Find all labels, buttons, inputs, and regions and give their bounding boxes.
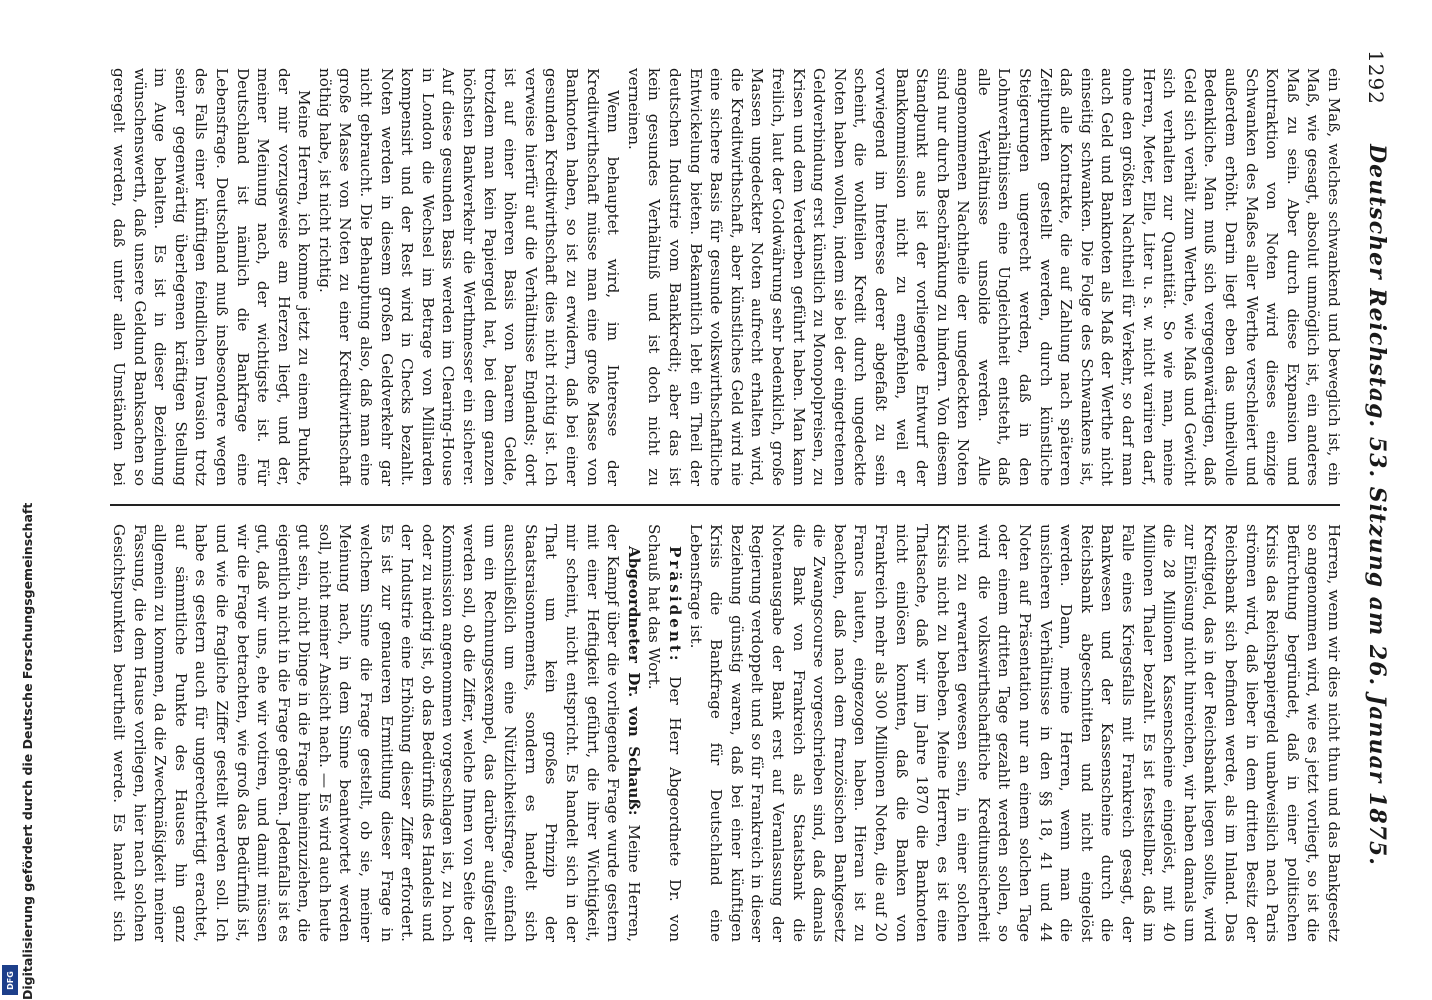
president-label: Präsident: bbox=[666, 546, 684, 664]
president-paragraph bbox=[644, 524, 685, 942]
running-title: Deutscher Reichstag. 53. Sitzung am 26. Januar 1875. bbox=[1364, 144, 1390, 866]
dfg-logo-icon: DFG bbox=[2, 965, 18, 995]
paragraph: Meine Herren, ich komme jetzt zu einem Punkte, der mir vorzugsweise am Herzen liegt, und der, meiner Meinung nach, der wichtigste ist. Für Deutschland ist nämlich die Bankfrage eine Lebensfrage. Deutschland muß insbesondere wegen des Falls einer künftigen feindlichen Invasion trotz seiner gegenwärtig überlegenen kräftigen Stellung im Auge behalten. Es ist in dieser Beziehung wünschenswerth, daß unsere Geldund Banksachen so geregelt werden, daß unter allen Umständen bei bbox=[110, 68, 314, 486]
text-columns bbox=[110, 50, 1344, 960]
right-column bbox=[110, 506, 1344, 960]
rotated-page bbox=[80, 0, 1432, 1000]
digitization-note: Digitalisierung gefördert durch die Deutsche Forschungsgemeinschaft bbox=[20, 502, 35, 1000]
left-column bbox=[110, 50, 1344, 504]
paragraph: ein Maß, welches schwankend und beweglich ist, ein Maß, wie gesagt, absolut unmöglich ist, ein anderes Maß zu sein. Aber durch diese Expansion und Kontraktion von Noten wird dieses einzige Schwanken des Maßes aller Werthe verschleiert und außerdem erhöht. Darin liegt eben das unheilvolle Bedenkliche. Man muß sich vergegenwärtigen, daß Geld sich verhält zum Werthe, wie Maß und Gewicht sich verhalten zur Quantität. So wie man, meine Herren, Meter, Elle, Liter u. s. w. nicht variiren darf, ohne den größten Nachtheil für Verkehr, so darf man auch Geld und Banknoten als Maß der Werthe nicht einseitig schwanken. Die Folge des Schwankens ist, daß alle Kontrakte, die auf Zahlung nach späteren Zeitpunkten gestellt werden, durch künstliche Steigerungen ungerecht werden, daß in den Lohnverhältnissen eine Ungleichheit entsteht, daß alle Verhältnisse unsolide werden. Alle angenommenen Nachtheile der ungedeckten Noten sind nur durch Beschränkung zu hindern. Von diesem Standpunkt aus ist der vorliegende Entwurf der Bankkommission nicht zu empfehlen, weil er vorwiegend im Interesse derer abgefaßt zu sein scheint, die wohlfeilen Kredit durch ungedeckte Noten haben wollen, indem sie bei der eingetretenen Geldverbindung erst künstlich zu Monopolpreisen, zu Krisen und dem Verderben geführt haben. Man kann freilich, laut der Goldwährung sehr bedenklich, große Massen ungedeckter Noten aufrecht erhalten wird, die Kreditwirthschaft, aber künstliches Geld wird nie eine sichere Basis für gesunde volkswirthschaftliche Entwickelung bieten. Bekanntlich lebt ein Theil der deutschen Industrie vom Bankkredit; aber das ist kein gesundes Verhältniß und ist doch nicht zu verneinen. bbox=[624, 68, 1343, 486]
page-header bbox=[1360, 50, 1390, 960]
page-number: 1292 bbox=[1364, 50, 1388, 105]
speaker-paragraph bbox=[110, 524, 644, 942]
speaker-text: Meine Herren, der Kampf über die vorliegende Frage wurde gestern mit einer Heftigkeit geführt, die ihrer Wichtigkeit, mir scheint, nicht entspricht. Es handelt sich in der That um kein großes Prinzip der Staatsraisonnements, sondern es handelt sich ausschließlich um eine Nützlichkeitsfrage, einfach um ein Rechnungsexempel, das darüber aufgestellt werden soll, ob die Ziffer, welche Ihnen von Seite der Kommission angenommen vorgeschlagen ist, zu hoch oder zu niedrig ist, ob das Bedürfniß des Handels und der Industrie eine Erhöhung dieser Ziffer erfordert. Es ist zur genaueren Ermittlung dieser Frage in welchem Sinne die Frage gestellt, ob sie, meiner Meinung nach, in dem Sinne beantwortet werden soll, nicht meiner Ansicht nach. — Es wird auch heute gut sein, nicht Dinge in die Frage hineinzuziehen, die eigentlich nicht in die Frage gehören. Jedenfalls ist es gut, daß wir uns, ehe wir votiren, und damit müssen wir die Frage betrachten, wie groß das Bedürfniß ist, und wie die fragliche Ziffer gestellt werden soll. Ich habe es gestern auch für ungerechtfertigt erachtet, auf sämmtliche Punkte des Hauses hin ganz allgemein zu kommen, da die Zweckmäßigkeit meiner Fassung, die dem Hause vorliegen, hier nach solchen Gesichtspunkten beurtheilt werde. Es handelt sich bbox=[110, 524, 643, 943]
president-text: Der Herr Abgeordnete Dr. von Schauß hat das Wort. bbox=[645, 524, 684, 942]
paragraph: Herren, wenn wir dies nicht thun und das Bankgesetz so angenommen wird, wie es jetzt vorliegt, so ist die Befürchtung begründet, daß in einer politischen Krisis das Reichspapiergeld unabweislich nach Paris strömen wird, daß lieber in dem dritten Besitz der Reichsbank sich befinden werde, als im Inland. Das Kreditgeld, das in der Reichsbank liegen sollte, wird zur Einlösung nicht hinreichen, wir haben damals um die 28 Millionen Kassenscheine eingelöst, mit 40 Millionen Thaler bezahlt. Es ist feststellbar, daß im Falle eines Kriegsfalls mit Frankreich gesagt, der Bankwesen und der Kassenscheine durch die Reichsbank abgeschnitten und nicht eingelöst werden. Dann, meine Herren, wenn man die unsicheren Verhältnisse in den §§ 18, 41 und 44 Noten auf Präsentation nur an einem solchen Tage oder einem dritten Tage gezahlt werden sollen, so wird die volkswirthschaftliche Kreditunsicherheit nicht zu erwarten gewesen sein, in einer solchen Krisis nicht zu beheben. Meine Herren, es ist eine Thatsache, daß wir im Jahre 1870 die Banknoten nicht einlösen konnten, daß die Banken von Frankreich mehr als 300 Millionen Noten, die auf 20 Francs lauten, eingezogen haben. Hieran ist zu beachten, daß nach dem französischen Bankgesetz die Zwangscourse vorgeschrieben sind, daß damals die Bank von Frankreich als Staatsbank die Notenausgabe der Bank erst auf Veranlassung der Regierung verdoppelt und so für Frankreich in dieser Beziehung günstig waren, daß bei einer künftigen Krisis die Bankfrage für Deutschland eine Lebensfrage ist. bbox=[686, 524, 1343, 942]
paragraph: Wenn behauptet wird, im Interesse der Kreditwirthschaft müsse man eine große Masse von Banknoten haben, so ist zu erwidern, daß bei einer gesunden Kreditwirthschaft dies nicht richtig ist. Ich verweise hierfür auf die Verhältnisse Englands; dort ist auf einer höheren Basis von baarem Gelde, trotzdem man kein Papiergeld hat, bei dem ganzen höchsten Bankverkehr die Werthmesser ein sicherer. Auf diese gesunden Basis werden im Clearing-House in London die Wechsel im Betrage von Milliarden kompensirt und der Rest wird in Checks bezahlt. Noten werden in diesem großen Geldverkehr gar nicht gebraucht. Die Behauptung also, daß man eine große Masse von Noten zu einer Kreditwirthschaft nöthig habe, ist nicht richtig. bbox=[315, 68, 623, 486]
speaker-label: Abgeordneter Dr. von Schauß: bbox=[624, 546, 643, 816]
footer-strip bbox=[0, 0, 35, 1000]
page bbox=[80, 0, 1432, 1000]
